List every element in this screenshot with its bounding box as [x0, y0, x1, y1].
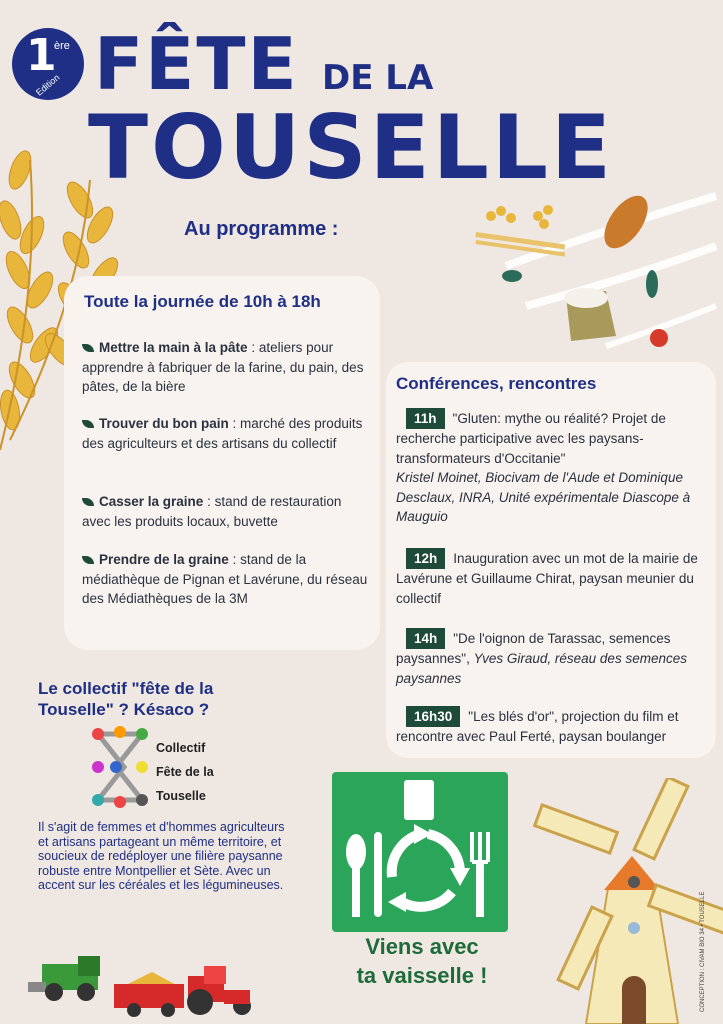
activity-text: : ateliers pour apprendre à fabriquer de la farine, du pain, des pâtes, de la bière — [82, 340, 364, 394]
leaf-icon — [82, 344, 94, 352]
conferences-heading: Conférences, rencontres — [396, 374, 597, 393]
activity-label: Prendre de la graine — [99, 552, 229, 567]
dishes-recycle-icon — [332, 772, 508, 932]
activity-label: Mettre la main à la pâte — [99, 340, 248, 355]
activity-label: Casser la graine — [99, 494, 204, 509]
program-heading: Au programme : — [184, 218, 339, 240]
conference-item — [396, 706, 708, 747]
collectif-logo — [86, 724, 154, 810]
badge-superscript: ère — [54, 40, 70, 52]
sign-line-2: ta vaisselle ! — [356, 963, 488, 988]
conference-detail: Kristel Moinet, Biocivam de l'Aude et Dominique Desclaux, INRA, Unité expérimentale Diascope à Mauguio — [396, 470, 691, 524]
time-badge: 14h — [406, 628, 445, 649]
title-touselle: TOUSELLE — [88, 96, 615, 199]
sign-line-1: Viens avec — [365, 934, 479, 959]
time-badge: 16h30 — [406, 706, 460, 727]
leaf-icon — [82, 420, 94, 428]
leaf-icon — [82, 498, 94, 506]
activity-item — [82, 414, 372, 453]
activity-item — [82, 338, 372, 397]
credit-text: CONCEPTION : CIVAM BIO 34 • TOUSELLE — [700, 891, 706, 1012]
activity-text: : stand de restauration avec les produits locaux, buvette — [82, 494, 342, 529]
activity-item — [82, 492, 372, 531]
collectif-description: Il s'agit de femmes et d'hommes agriculteurs et artisans partageant un même territoire, et soucieux de redéployer une filière paysanne robuste entre Montpellier et Sète. Avec un accent sur les céréales et les légumineuses. — [38, 820, 285, 892]
activity-item — [82, 550, 372, 609]
title-de-la: DE LA — [322, 58, 434, 98]
collectif-logo-text — [156, 736, 214, 808]
first-edition-badge — [12, 28, 84, 100]
title-fete: FÊTE — [94, 22, 299, 106]
conference-item — [396, 408, 708, 527]
logo-line: Fête de la — [156, 765, 214, 779]
conference-title: "Les blés d'or", projection du film et rencontre avec Paul Ferté, paysan boulanger — [396, 709, 679, 744]
leaf-icon — [82, 556, 94, 564]
activity-text: : stand de la médiathèque de Pignan et Lavérune, du réseau des Médiathèques de la 3M — [82, 552, 368, 606]
badge-number: 1 — [26, 30, 57, 81]
windmill-illustration — [530, 778, 723, 1024]
activity-text: : marché des produits des agriculteurs et des artisans du collectif — [82, 416, 363, 451]
time-badge: 12h — [406, 548, 445, 569]
collectif-heading: Le collectif "fête de la Touselle" ? Késaco ? — [38, 679, 214, 719]
time-badge: 11h — [406, 408, 445, 429]
conference-title: "De l'oignon de Tarassac, semences paysannes", — [396, 631, 671, 666]
activity-label: Trouver du bon pain — [99, 416, 229, 431]
conference-item — [396, 548, 708, 608]
conference-detail: Yves Giraud, réseau des semences paysannes — [396, 651, 687, 686]
logo-line: Collectif — [156, 741, 206, 755]
sign-caption — [330, 932, 514, 990]
day-heading: Toute la journée de 10h à 18h — [84, 292, 321, 311]
bring-your-dishes-sign — [332, 772, 508, 932]
badge-edition: Edition — [34, 72, 62, 98]
conference-title: "Gluten: mythe ou réalité? Projet de recherche participative avec les paysans-transformateurs d'Occitanie" — [396, 411, 666, 466]
logo-line: Touselle — [156, 789, 206, 803]
conference-title: Inauguration avec un mot de la mairie de Lavérune et Guillaume Chirat, paysan meunier du collectif — [396, 551, 698, 606]
conference-item — [396, 628, 708, 688]
tractors-illustration — [28, 952, 258, 1022]
